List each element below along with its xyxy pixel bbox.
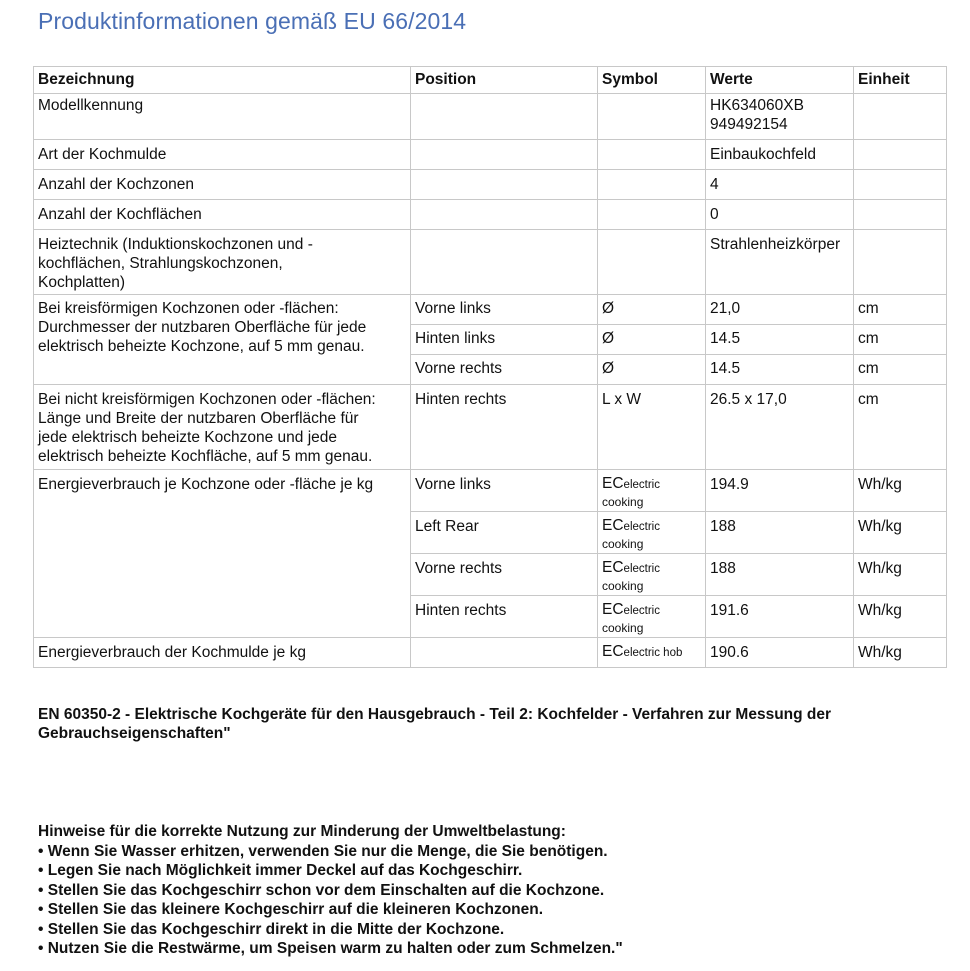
zonen-unit xyxy=(854,170,947,200)
page-title: Produktinformationen gemäß EU 66/2014 xyxy=(38,8,467,34)
table-row-zonen xyxy=(34,170,947,200)
energie-zone-unit-3: Wh/kg xyxy=(854,554,947,596)
energie-zone-value-3: 188 xyxy=(706,554,854,596)
hints-section xyxy=(38,822,943,959)
symbol-sub-cooking: cooking xyxy=(602,621,644,635)
kreis-value-1: 21,0 xyxy=(706,295,854,325)
energie-zone-symbol-1 xyxy=(598,470,706,512)
kreis-position-2: Hinten links xyxy=(411,325,598,355)
energie-mulde-value: 190.6 xyxy=(706,638,854,668)
art-value: Einbaukochfeld xyxy=(706,140,854,170)
list-item: • Nutzen Sie die Restwärme, um Speisen warm zu halten oder zum Schmelzen." xyxy=(38,940,623,957)
energie-zone-unit-2: Wh/kg xyxy=(854,512,947,554)
kreis-position-3: Vorne rechts xyxy=(411,355,598,385)
heiztechnik-label: Heiztechnik (Induktionskochzonen und -kochflächen, Strahlungskochzonen, Kochplatten) xyxy=(34,230,411,295)
kreis-value-2: 14.5 xyxy=(706,325,854,355)
energie-mulde-symbol xyxy=(598,638,706,668)
zonen-symbol xyxy=(598,170,706,200)
energie-zone-unit-4: Wh/kg xyxy=(854,596,947,638)
energie-zone-position-1: Vorne links xyxy=(411,470,598,512)
art-position xyxy=(411,140,598,170)
header-bezeichnung: Bezeichnung xyxy=(34,67,411,94)
list-item: • Stellen Sie das Kochgeschirr schon vor dem Einschalten auf die Kochzone. xyxy=(38,881,605,899)
table-row-kreis-1 xyxy=(34,295,947,325)
flaechen-label: Anzahl der Kochflächen xyxy=(34,200,411,230)
table-row-energie-mulde xyxy=(34,638,947,668)
energie-zone-position-2: Left Rear xyxy=(411,512,598,554)
symbol-sub-electric: electric xyxy=(623,563,660,575)
flaechen-position xyxy=(411,200,598,230)
header-position: Position xyxy=(411,67,598,94)
symbol-sub-cooking: cooking xyxy=(602,495,644,509)
energie-zone-symbol-2 xyxy=(598,512,706,554)
kreis-label: Bei kreisförmigen Kochzonen oder -flächen: Durchmesser der nutzbaren Oberfläche für jede elektrisch beheizte Kochzone, auf 5 mm genau. xyxy=(34,295,411,385)
symbol-sub-electric-hob: electric hob xyxy=(623,647,683,659)
modell-value-2: 949492154 xyxy=(710,116,788,133)
norm-reference: EN 60350-2 - Elektrische Kochgeräte für den Hausgebrauch - Teil 2: Kochfelder - Verfahren zur Messung der Gebrauchseigenschaften" xyxy=(38,706,832,742)
energie-mulde-label: Energieverbrauch der Kochmulde je kg xyxy=(34,638,411,668)
header-symbol: Symbol xyxy=(598,67,706,94)
art-unit xyxy=(854,140,947,170)
list-item: • Stellen Sie das kleinere Kochgeschirr auf die kleineren Kochzonen. xyxy=(38,901,544,918)
art-label: Art der Kochmulde xyxy=(34,140,411,170)
table-row-flaechen xyxy=(34,200,947,230)
nichtkreis-value: 26.5 x 17,0 xyxy=(706,385,854,470)
header-werte: Werte xyxy=(706,67,854,94)
table-row-modell xyxy=(34,94,947,140)
nichtkreis-label: Bei nicht kreisförmigen Kochzonen oder -flächen: Länge und Breite der nutzbaren Oberfläche für jede elektrisch beheizte Kochzone und jede elektrisch beheizte Kochfläche, auf 5 mm genau. xyxy=(34,385,411,470)
flaechen-unit xyxy=(854,200,947,230)
table-row-heiztechnik xyxy=(34,230,947,295)
table-row-art xyxy=(34,140,947,170)
list-item: • Stellen Sie das Kochgeschirr direkt in die Mitte der Kochzone. xyxy=(38,920,505,938)
heiztechnik-position xyxy=(411,230,598,295)
symbol-ec: EC xyxy=(602,475,624,492)
zonen-position xyxy=(411,170,598,200)
art-symbol xyxy=(598,140,706,170)
symbol-sub-cooking: cooking xyxy=(602,579,644,593)
energie-zone-value-1: 194.9 xyxy=(706,470,854,512)
table-header-row xyxy=(34,67,947,94)
zonen-value: 4 xyxy=(706,170,854,200)
flaechen-value: 0 xyxy=(706,200,854,230)
symbol-ec: EC xyxy=(602,643,624,660)
energie-zone-position-4: Hinten rechts xyxy=(411,596,598,638)
modell-position xyxy=(411,94,598,140)
modell-value xyxy=(706,94,854,140)
modell-unit xyxy=(854,94,947,140)
symbol-ec: EC xyxy=(602,559,624,576)
kreis-position-1: Vorne links xyxy=(411,295,598,325)
modell-label: Modellkennung xyxy=(34,94,411,140)
modell-value-1: HK634060XB xyxy=(710,97,804,114)
symbol-sub-cooking: cooking xyxy=(602,537,644,551)
kreis-unit-1: cm xyxy=(854,295,947,325)
energie-zone-label: Energieverbrauch je Kochzone oder -fläche je kg xyxy=(34,470,411,638)
symbol-sub-electric: electric xyxy=(623,605,660,617)
energie-zone-unit-1: Wh/kg xyxy=(854,470,947,512)
nichtkreis-position: Hinten rechts xyxy=(411,385,598,470)
energie-mulde-position xyxy=(411,638,598,668)
nichtkreis-unit: cm xyxy=(854,385,947,470)
flaechen-symbol xyxy=(598,200,706,230)
table-row-energie-zone-1 xyxy=(34,470,947,512)
energie-zone-symbol-3 xyxy=(598,554,706,596)
symbol-sub-electric: electric xyxy=(623,521,660,533)
energie-zone-value-4: 191.6 xyxy=(706,596,854,638)
hints-heading: Hinweise für die korrekte Nutzung zur Minderung der Umweltbelastung: xyxy=(38,823,566,840)
table-row-nichtkreis xyxy=(34,385,947,470)
symbol-sub-electric: electric xyxy=(623,479,660,491)
symbol-ec: EC xyxy=(602,601,624,618)
heiztechnik-symbol xyxy=(598,230,706,295)
kreis-symbol-3: Ø xyxy=(598,355,706,385)
heiztechnik-value: Strahlenheizkörper xyxy=(706,230,854,295)
nichtkreis-symbol: L x W xyxy=(598,385,706,470)
header-einheit: Einheit xyxy=(854,67,947,94)
kreis-unit-2: cm xyxy=(854,325,947,355)
energie-zone-value-2: 188 xyxy=(706,512,854,554)
symbol-ec: EC xyxy=(602,517,624,534)
product-info-table xyxy=(33,66,947,668)
energie-zone-symbol-4 xyxy=(598,596,706,638)
heiztechnik-unit xyxy=(854,230,947,295)
list-item: • Wenn Sie Wasser erhitzen, verwenden Sie nur die Menge, die Sie benötigen. xyxy=(38,842,608,860)
kreis-unit-3: cm xyxy=(854,355,947,385)
modell-symbol xyxy=(598,94,706,140)
energie-mulde-unit: Wh/kg xyxy=(854,638,947,668)
zonen-label: Anzahl der Kochzonen xyxy=(34,170,411,200)
energie-zone-position-3: Vorne rechts xyxy=(411,554,598,596)
kreis-symbol-2: Ø xyxy=(598,325,706,355)
kreis-symbol-1: Ø xyxy=(598,295,706,325)
kreis-value-3: 14.5 xyxy=(706,355,854,385)
list-item: • Legen Sie nach Möglichkeit immer Deckel auf das Kochgeschirr. xyxy=(38,862,523,879)
